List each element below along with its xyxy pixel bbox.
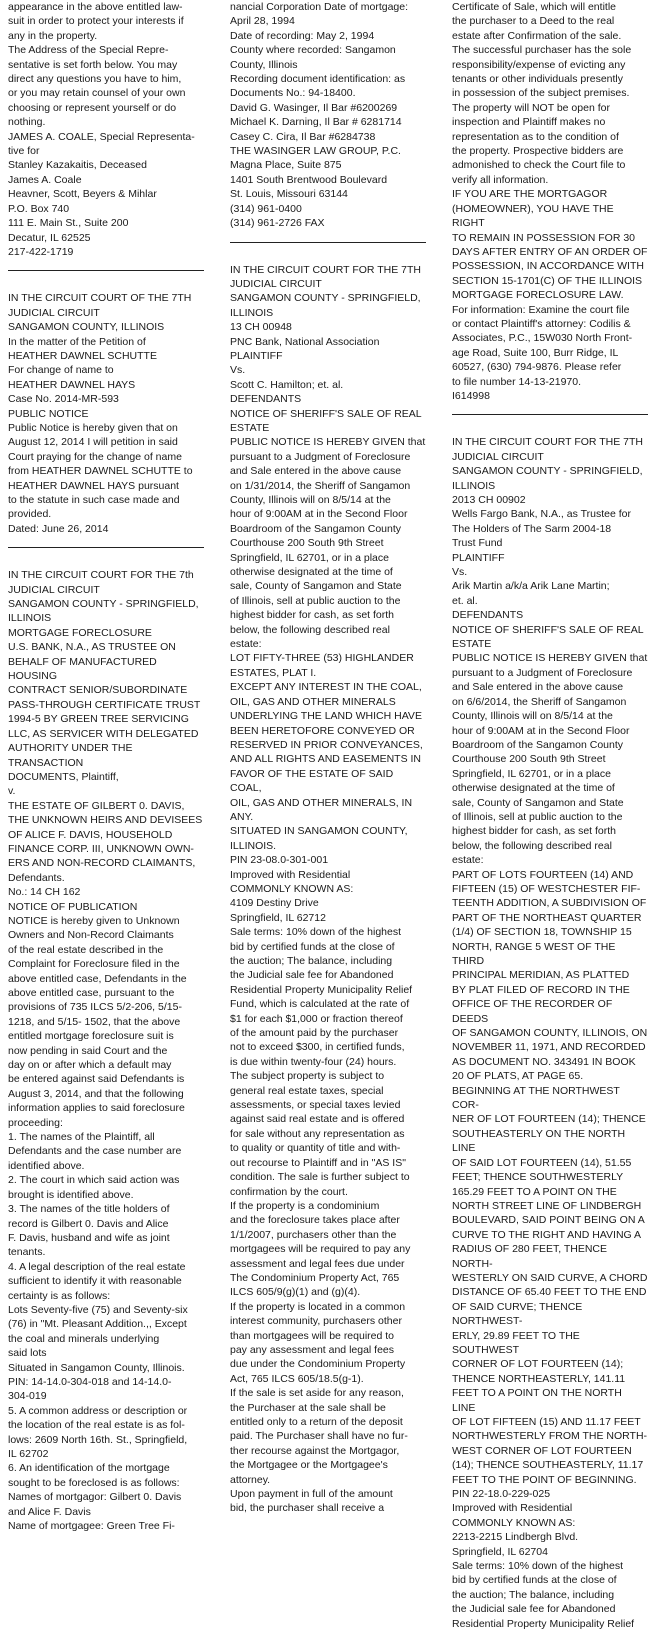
notice-name-change-petition: IN THE CIRCUIT COURT OF THE 7TH JUDICIAL CIRCUIT SANGAMON COUNTY, ILLINOIS In the matter of the Petition of HEATHER DAWNEL SCHUTTE For change of name to HEATHER DAWNEL HAYS Case No. 2014-MR-593 PUBLIC NOTICE Public Notice is hereby given that on August 12, 2014 I will petition in said Court praying for the change of name from HEATHER DAWNEL SCHUTTE to HEATHER DAWNEL HAYS pursuant to the statute in such case made and provided. Dated: June 26, 2014 xyxy=(8,292,193,535)
notice-continuation-certificate-of-sale: Certificate of Sale, which will entitle the purchaser to a Deed to the real estate after Confirmation of the sale. The successful purchaser has the sole responsibility/expense of evicting any tenants or other individuals presently in possession of the subject premises. The property will NOT be open for inspection and Plaintiff makes no representation as to the condition of the property. Prospective bidders are admonished to check the Court file to verify all information. IF YOU ARE THE MORTGAGOR (HOMEOWNER), YOU HAVE THE RIGHT TO REMAIN IN POSSESSION FOR 30 DAYS AFTER ENTRY OF AN ORDER OF POSSESSION, IN ACCORDANCE WITH SECTION 15-1701(C) OF THE ILLINOIS MORTGAGE FORECLOSURE LAW. For information: Examine the court file or contact Plaintiff's attorney: Codilis & Associates, P.C., 15W030 North Front- age Road, Suite 100, Burr Ridge, IL 60527, (630) 794-9876. Please refer to file number 14-13-21970. I614998 xyxy=(452,1,648,402)
notice-divider xyxy=(452,414,648,415)
notice-continuation-special-representative: appearance in the above entitled law- suit in order to protect your interests if any in the property. The Address of the Special Repre- sentative is set forth below. You may direct any questions you have to him, or you may retain counsel of your own choosing or represent yourself or do nothing. JAMES A. COALE, Special Representa- tive for Stanley Kazakaitis, Deceased James A. Coale Heavner, Scott, Beyers & Mihlar P.O. Box 740 111 E. Main St., Suite 200 Decatur, IL 62525 217-422-1719 xyxy=(8,1,195,258)
column-3 xyxy=(452,0,648,1630)
notice-continuation-mortgage-details: nancial Corporation Date of mortgage: April 28, 1994 Date of recording: May 2, 1994 County where recorded: Sangamon County, Illinois Recording document identification: as Documents No.: 94-18400. David G. Wasinger, Il Bar #6200269 Michael K. Darning, Il Bar # 6281714 Casey C. Cira, Il Bar #6284738 THE WASINGER LAW GROUP, P.C. Magna Place, Suite 875 1401 South Brentwood Boulevard St. Louis, Missouri 63144 (314) 961-0400 (314) 961-2726 FAX xyxy=(230,1,409,230)
column-2 xyxy=(230,0,426,1515)
column-1 xyxy=(8,0,204,1533)
notice-sheriff-sale-pnc-bank: IN THE CIRCUIT COURT FOR THE 7TH JUDICIAL CIRCUIT SANGAMON COUNTY - SPRINGFIELD, ILLINOIS 13 CH 00948 PNC Bank, National Association PLAINTIFF Vs. Scott C. Hamilton; et. al. DEFENDANTS NOTICE OF SHERIFF'S SALE OF REAL ESTATE PUBLIC NOTICE IS HEREBY GIVEN that pursuant to a Judgment of Foreclosure and Sale entered in the above cause on 1/31/2014, the Sheriff of Sangamon County, Illinois will on 8/5/14 at the hour of 9:00AM at in the Second Floor Boardroom of the Sangamon County Courthouse 200 South 9th Street Springfield, IL 62701, or in a place otherwise designated at the time of sale, County of Sangamon and State of Illinois, sell at public auction to the highest bidder for cash, as set forth below, the following described real estate: LOT FIFTY-THREE (53) HIGHLANDER ESTATES, PLAT I. EXCEPT ANY INTEREST IN THE COAL, OIL, GAS AND OTHER MINERALS UNDERLYING THE LAND WHICH HAVE BEEN HERETOFORE CONVEYED OR RESERVED IN PRIOR CONVEYANCES, AND ALL RIGHTS AND EASEMENTS IN FAVOR OF THE ESTATE OF SAID COAL, OIL, GAS AND OTHER MINERALS, IN ANY. SITUATED IN SANGAMON COUNTY, ILLINOIS. PIN 23-08.0-301-001 Improved with Residential COMMONLY KNOWN AS: 4109 Destiny Drive Springfield, IL 62712 Sale terms: 10% down of the highest bid by certified funds at the close of the auction; The balance, including the Judicial sale fee for Abandoned Residential Property Municipality Relief Fund, which is calculated at the rate of $1 for each $1,000 or fraction thereof of the amount paid by the purchaser not to exceed $300, in certified funds, is due within twenty-four (24) hours. The subject property is subject to general real estate taxes, special assessments, or special taxes levied against said real estate and is offered for sale without any representation as to quality or quantity of title and with- out recourse to Plaintiff and in "AS IS" condition. The sale is further subject to confirmation by the court. If the property is a condominium and the foreclosure takes place after 1/1/2007, purchasers other than the mortgagees will be required to pay any assessment and legal fees due under The Condominium Property Act, 765 ILCS 605/9(g)(1) and (g)(4). If the property is located in a common interest community, purchasers other than mortgagees will be required to pay any assessment and legal fees due under the Condominium Property Act, 765 ILCS 605/18.5(g-1). If the sale is set aside for any reason, the Purchaser at the sale shall be entitled only to a return of the deposit paid. The Purchaser shall have no fur- ther recourse against the Mortgagor, the Mortgagee or the Mortgagee's attorney. Upon payment in full of the amount bid, the purchaser shall receive a xyxy=(230,263,426,1515)
notice-divider xyxy=(230,242,426,243)
notice-divider xyxy=(8,547,204,548)
notice-divider xyxy=(8,270,204,271)
notice-sheriff-sale-wells-fargo: IN THE CIRCUIT COURT FOR THE 7TH JUDICIAL CIRCUIT SANGAMON COUNTY - SPRINGFIELD, ILLINOIS 2013 CH 00902 Wells Fargo Bank, N.A., as Trustee for The Holders of The Sarm 2004-18 Trust Fund PLAINTIFF Vs. Arik Martin a/k/a Arik Lane Martin; et. al. DEFENDANTS NOTICE OF SHERIFF'S SALE OF REAL ESTATE PUBLIC NOTICE IS HEREBY GIVEN that pursuant to a Judgment of Foreclosure and Sale entered in the above cause on 6/6/2014, the Sheriff of Sangamon County, Illinois will on 8/5/14 at the hour of 9:00AM at in the Second Floor Boardroom of the Sangamon County Courthouse 200 South 9th Street Springfield, IL 62701, or in a place otherwise designated at the time of sale, County of Sangamon and State of Illinois, sell at public auction to the highest bidder for cash, as set forth below, the following described real estate: PART OF LOTS FOURTEEN (14) AND FIFTEEN (15) OF WESTCHESTER FIF- TEENTH ADDITION, A SUBDIVISION OF PART OF THE NORTHEAST QUARTER (1/4) OF SECTION 18, TOWNSHIP 15 NORTH, RANGE 5 WEST OF THE THIRD PRINCIPAL MERIDIAN, AS PLATTED BY PLAT FILED OF RECORD IN THE OFFICE OF THE RECORDER OF DEEDS OF SANGAMON COUNTY, ILLINOIS, ON NOVEMBER 11, 1971, AND RECORDED AS DOCUMENT NO. 343491 IN BOOK 20 OF PLATS, AT PAGE 65. BEGINNING AT THE NORTHWEST COR- NER OF LOT FOURTEEN (14); THENCE SOUTHEASTERLY ON THE NORTH LINE OF SAID LOT FOURTEEN (14), 51.55 FEET; THENCE SOUTHWESTERLY 165.29 FEET TO A POINT ON THE NORTH STREET LINE OF LINDBERGH BOULEVARD, SAID POINT BEING ON A CURVE TO THE RIGHT AND HAVING A RADIUS OF 280 FEET, THENCE NORTH- WESTERLY ON SAID CURVE, A CHORD DISTANCE OF 65.40 FEET TO THE END OF SAID CURVE; THENCE NORTHWEST- ERLY, 29.89 FEET TO THE SOUTHWEST CORNER OF LOT FOURTEEN (14); THENCE NORTHEASTERLY, 141.11 FEET TO A POINT ON THE NORTH LINE OF LOT FIFTEEN (15) AND 11.17 FEET NORTHWESTERLY FROM THE NORTH- WEST CORNER OF LOT FOURTEEN (14); THENCE SOUTHEASTERLY, 11.17 FEET TO THE POINT OF BEGINNING. PIN 22-18.0-229-025 Improved with Residential COMMONLY KNOWN AS: 2213-2215 Lindbergh Blvd. Springfield, IL 62704 Sale terms: 10% down of the highest bid by certified funds at the close of the auction; The balance, including the Judicial sale fee for Abandoned Residential Property Municipality Relief xyxy=(452,436,648,1630)
notice-mortgage-foreclosure-publication: IN THE CIRCUIT COURT FOR THE 7th JUDICIAL CIRCUIT SANGAMON COUNTY - SPRINGFIELD, ILLINOIS MORTGAGE FORECLOSURE U.S. BANK, N.A., AS TRUSTEE ON BEHALF OF MANUFACTURED HOUSING CONTRACT SENIOR/SUBORDINATE PASS-THROUGH CERTIFICATE TRUST 1994-5 BY GREEN TREE SERVICING LLC, AS SERVICER WITH DELEGATED AUTHORITY UNDER THE TRANSACTION DOCUMENTS, Plaintiff, v. THE ESTATE OF GILBERT 0. DAVIS, THE UNKNOWN HEIRS AND DEVISEES OF ALICE F. DAVIS, HOUSEHOLD FINANCE CORP. III, UNKNOWN OWN- ERS AND NON-RECORD CLAIMANTS, Defendants. No.: 14 CH 162 NOTICE OF PUBLICATION NOTICE is hereby given to Unknown Owners and Non-Record Claimants of the real estate described in the Complaint for Foreclosure filed in the above entitled case, Defendants in the above entitled case, pursuant to the provisions of 735 ILCS 5/2-206, 5/15- 1218, and 5/15- 1502, that the above entitled mortgage foreclosure suit is now pending in said Court and the day on or after which a default may be entered against said Defendants is August 3, 2014, and that the following information applies to said foreclosure proceeding: 1. The names of the Plaintiff, all Defendants and the case number are identified above. 2. The court in which said action was brought is identified above. 3. The names of the title holders of record is Gilbert 0. Davis and Alice F. Davis, husband and wife as joint tenants. 4. A legal description of the real estate sufficient to identify it with reasonable certainty is as follows: Lots Seventy-five (75) and Seventy-six (76) in "Mt. Pleasant Addition.,, Except the coal and minerals underlying said lots Situated in Sangamon County, Illinois. PIN: 14-14.0-304-018 and 14-14.0- 304-019 5. A common address or description or the location of the real estate is as fol- lows: 2609 North 16th. St., Springfield, IL 62702 6. An identification of the mortgage sought to be foreclosed is as follows: Names of mortgagor: Gilbert 0. Davis and Alice F. Davis Name of mortgagee: Green Tree Fi- xyxy=(8,569,203,1533)
